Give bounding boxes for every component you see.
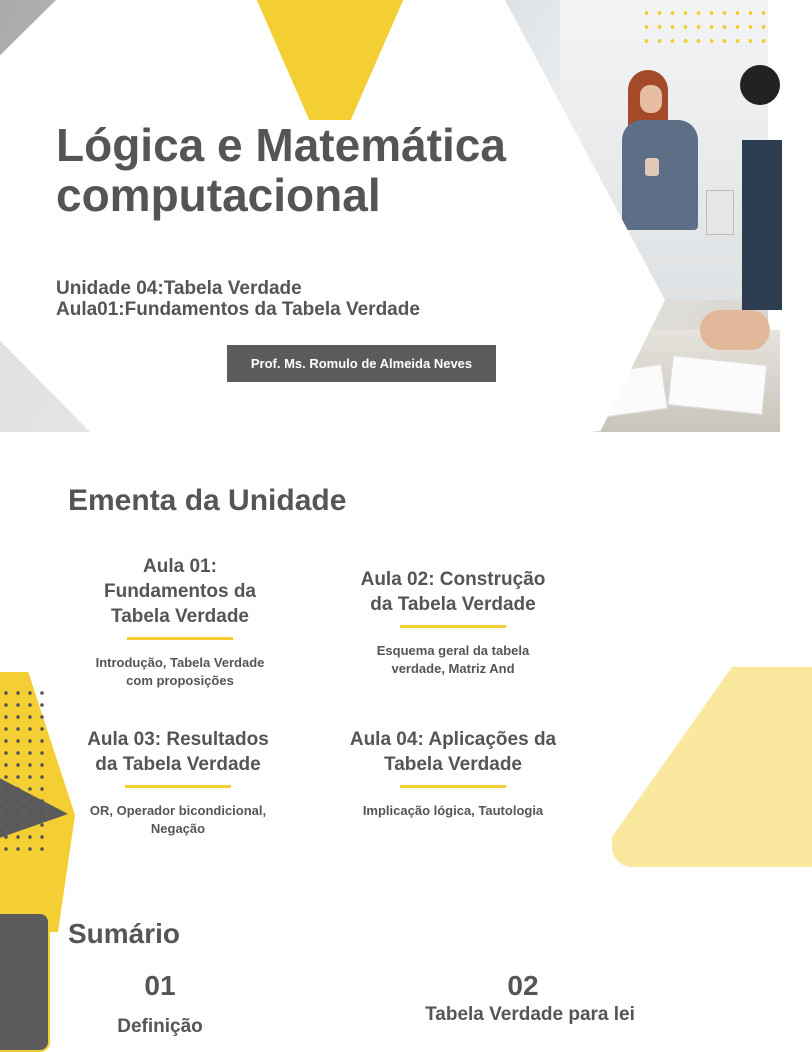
grey-decor-card — [0, 912, 50, 1052]
cover-slide — [0, 0, 768, 432]
lesson-divider — [127, 637, 233, 640]
lesson-card — [85, 554, 275, 690]
lesson-card — [348, 727, 558, 820]
photo-monitor — [706, 190, 734, 235]
summary-label: Tabela Verdade para lei — [425, 1004, 635, 1025]
lesson-line: Aula01:Fundamentos da Tabela Verdade — [56, 299, 420, 320]
yellow-dot-pattern — [640, 6, 768, 46]
photo-person-face — [640, 85, 662, 113]
sumario-title: Sumário — [68, 918, 181, 949]
lesson-description: Esquema geral da tabela verdade, Matriz And — [376, 643, 530, 676]
lesson-title: Aula 03: Resultados da Tabela Verdade — [87, 729, 269, 775]
photo-person-shirt — [622, 120, 698, 230]
lesson-description: OR, Operador bicondicional, Negação — [89, 803, 267, 836]
photo-person-hair — [740, 65, 780, 105]
photo-person-body — [742, 140, 782, 310]
summary-number: 01 — [144, 970, 176, 1001]
unit-line: Unidade 04:Tabela Verdade — [56, 278, 302, 299]
lesson-divider — [400, 785, 506, 788]
lesson-card — [348, 567, 558, 678]
cover-subtitle — [56, 278, 536, 320]
lesson-description: Introdução, Tabela Verdade com proposições — [95, 655, 265, 688]
lesson-divider — [125, 785, 231, 788]
lesson-title: Aula 04: Aplicações da Tabela Verdade — [349, 729, 557, 775]
ementa-slide — [0, 432, 768, 1037]
lesson-description: Implicação lógica, Tautologia — [362, 803, 544, 818]
lesson-title: Aula 01: Fundamentos da Tabela Verdade — [103, 556, 256, 627]
dot-pattern — [0, 687, 45, 857]
photo-paper — [668, 355, 768, 415]
lesson-divider — [400, 625, 506, 628]
summary-number: 02 — [507, 970, 539, 1001]
yellow-decor-shape — [612, 667, 812, 867]
professor-label: Prof. Ms. Romulo de Almeida Neves — [227, 345, 496, 382]
photo-mug — [645, 158, 659, 176]
photo-hands — [700, 310, 770, 350]
ementa-title: Ementa da Unidade — [68, 484, 347, 517]
lesson-title: Aula 02: Construção da Tabela Verdade — [360, 569, 546, 615]
lesson-card — [78, 727, 278, 838]
cover-title: Lógica e Matemática computacional — [56, 119, 506, 221]
summary-label: Definição — [117, 1016, 203, 1037]
